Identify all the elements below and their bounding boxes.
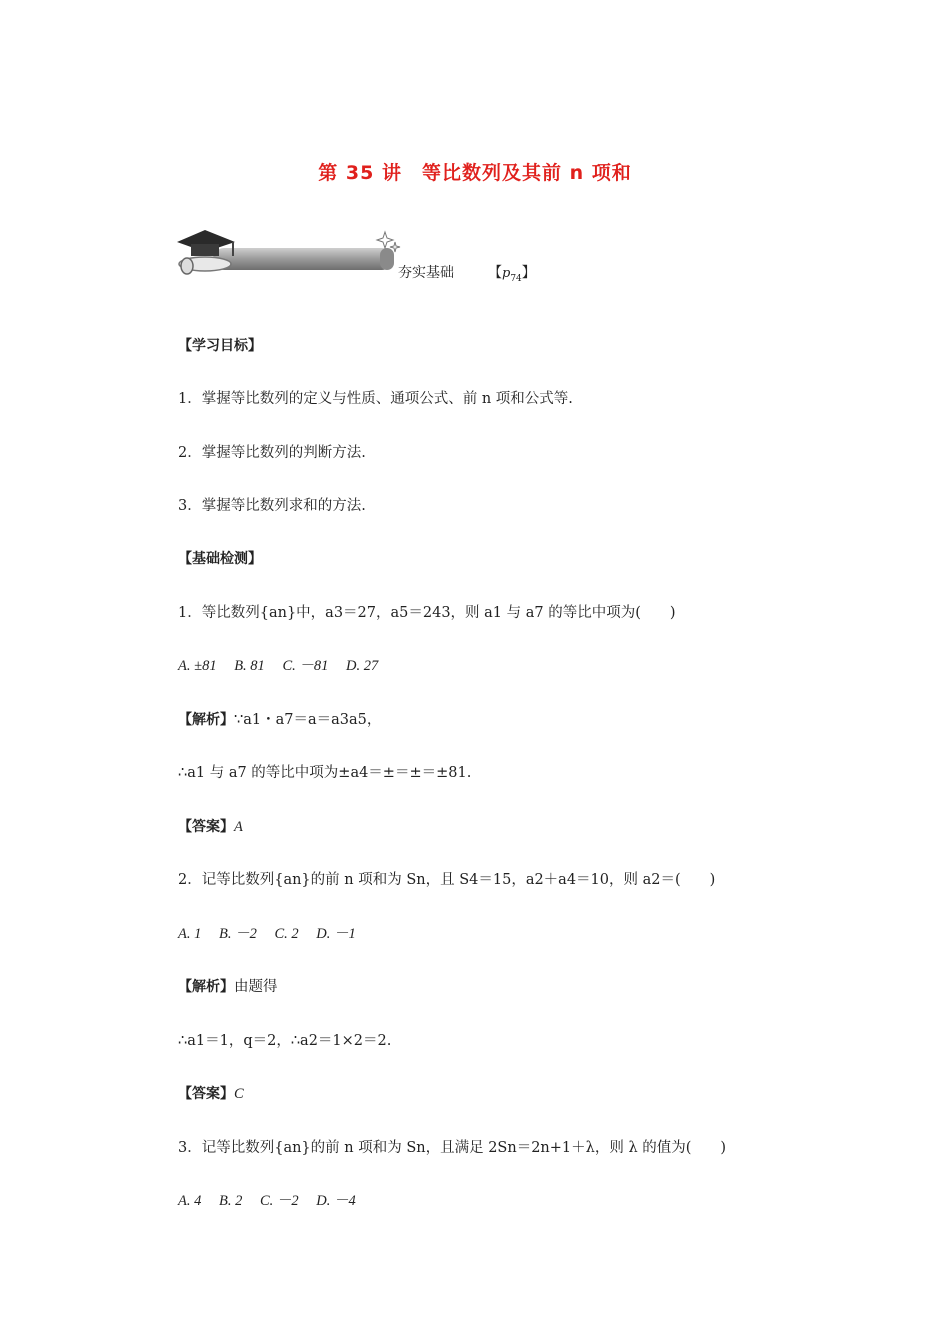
question-2-analysis-line: ∴a1＝1，q＝2，∴a2＝1×2＝2. <box>178 1033 392 1049</box>
question-2-text: 2．记等比数列{an}的前 n 项和为 Sn，且 S4＝15，a2＋a4＝10，则 a2＝( ) <box>178 872 716 888</box>
page-title: 第 35 讲 等比数列及其前 n 项和 <box>318 162 632 184</box>
question-1-text: 1．等比数列{an}中，a3＝27，a5＝243，则 a1 与 a7 的等比中项为( ) <box>178 605 676 621</box>
goal-item: 1．掌握等比数列的定义与性质、通项公式、前 n 项和公式等. <box>178 391 573 407</box>
option-b: B. 2 <box>218 1193 243 1209</box>
question-3-options <box>178 1192 370 1210</box>
page-reference: 【$p_{74}$】 <box>488 265 536 284</box>
option-a: A. 1 <box>178 926 202 942</box>
option-a: A. 4 <box>178 1193 202 1209</box>
option-b: B. 81 <box>234 658 265 674</box>
check-heading: 【基础检测】 <box>178 551 262 567</box>
goal-item: 3．掌握等比数列求和的方法. <box>178 498 366 514</box>
question-1-options <box>178 657 392 675</box>
section-label: 夯实基础 <box>398 265 454 281</box>
option-d: D. －4 <box>316 1193 356 1209</box>
option-a: A. ±81 <box>178 658 217 674</box>
option-d: D. －1 <box>316 926 356 942</box>
option-c: C. －2 <box>259 1193 299 1209</box>
option-c: C. －81 <box>282 658 329 674</box>
goals-heading: 【学习目标】 <box>178 338 262 354</box>
question-2-answer: 【答案】C <box>178 1086 244 1102</box>
question-1-analysis: 【解析】∵a1・a7＝a＝a3a5， <box>178 712 382 728</box>
question-1-answer: 【答案】A <box>178 819 243 835</box>
option-d: D. 27 <box>345 658 379 674</box>
option-b: B. －2 <box>218 926 257 942</box>
goal-item: 2．掌握等比数列的判断方法. <box>178 445 366 461</box>
question-2-options <box>178 925 370 943</box>
question-1-analysis-line: ∴a1 与 a7 的等比中项为±a4＝±＝±＝±81. <box>178 765 472 781</box>
question-3-text: 3．记等比数列{an}的前 n 项和为 Sn，且满足 2Sn＝2n+1＋λ，则 λ 的值为( ) <box>178 1140 727 1156</box>
question-2-analysis: 【解析】由题得 <box>178 979 278 995</box>
option-c: C. 2 <box>274 926 299 942</box>
